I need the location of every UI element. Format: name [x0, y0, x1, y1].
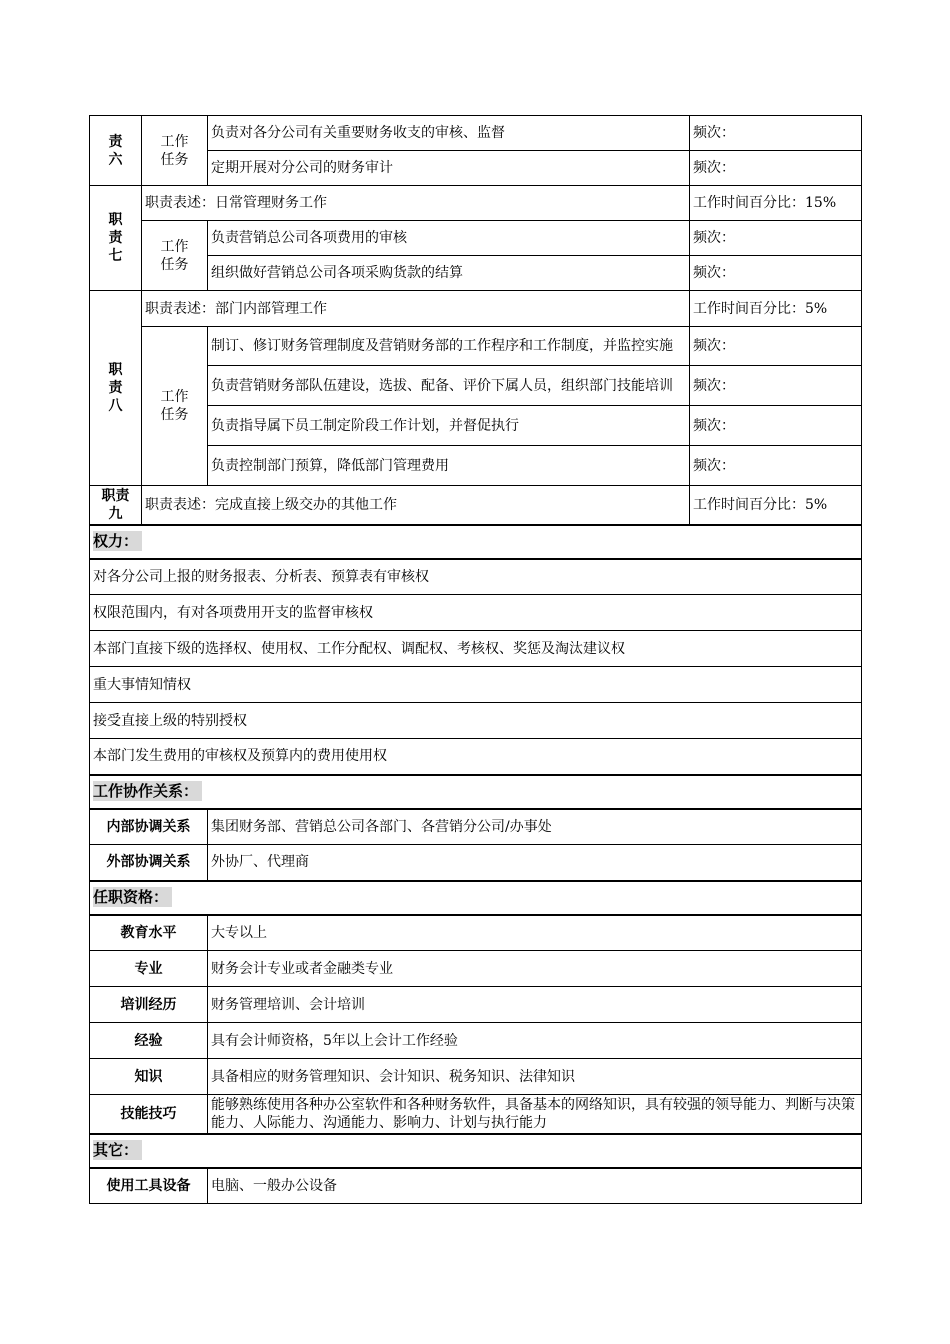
duty-7-task: 负责营销总公司各项费用的审核: [208, 221, 690, 256]
qualification-label: 培训经历: [90, 987, 208, 1023]
tools-equipment-value: 电脑、一般办公设备: [208, 1168, 862, 1204]
duty-6-task: 定期开展对分公司的财务审计: [208, 151, 690, 186]
authority-item: 权限范围内，有对各项费用开支的监督审核权: [90, 595, 862, 631]
cooperation-title: 工作协作关系：: [93, 781, 202, 801]
other-title: 其它：: [93, 1140, 142, 1160]
other-section-header: [90, 1134, 862, 1168]
duty-8-task-frequency: 频次：: [690, 366, 862, 406]
qualification-value: 大专以上: [208, 915, 862, 951]
qualification-value: 具备相应的财务管理知识、会计知识、税务知识、法律知识: [208, 1059, 862, 1095]
duty-8-task: 负责控制部门预算，降低部门管理费用: [208, 446, 690, 486]
duty-8-task-frequency: 频次：: [690, 446, 862, 486]
qualification-value: 财务会计专业或者金融类专业: [208, 951, 862, 987]
tools-equipment-label: 使用工具设备: [90, 1168, 208, 1204]
duty-7-task: 组织做好营销总公司各项采购货款的结算: [208, 256, 690, 291]
duty-7-task-frequency: 频次：: [690, 221, 862, 256]
authority-item: 重大事情知情权: [90, 667, 862, 703]
qualification-label: 技能技巧: [90, 1095, 208, 1134]
qualification-label: 教育水平: [90, 915, 208, 951]
cooperation-section-header: [90, 775, 862, 809]
duty-6-label: 责 六: [90, 116, 142, 186]
qualification-value: 财务管理培训、会计培训: [208, 987, 862, 1023]
external-coordination-value: 外协厂、代理商: [208, 845, 862, 881]
job-description-page: [89, 115, 861, 1204]
qualification-label: 经验: [90, 1023, 208, 1059]
authority-item: 接受直接上级的特别授权: [90, 703, 862, 739]
duty-7-time-percentage: 工作时间百分比：15%: [690, 186, 862, 221]
duty-6-task-header: 工作 任务: [142, 116, 208, 186]
duty-7-label: 职 责 七: [90, 186, 142, 291]
duty-8-time-percentage: 工作时间百分比：5%: [690, 291, 862, 327]
duty-7-description: 职责表述：日常管理财务工作: [142, 186, 690, 221]
duty-9-time-percentage: 工作时间百分比：5%: [690, 486, 862, 525]
qualification-value: 具有会计师资格，5年以上会计工作经验: [208, 1023, 862, 1059]
duty-8-task: 负责营销财务部队伍建设，选拔、配备、评价下属人员，组织部门技能培训: [208, 366, 690, 406]
qualification-label: 知识: [90, 1059, 208, 1095]
qualification-label: 专业: [90, 951, 208, 987]
internal-coordination-label: 内部协调关系: [90, 809, 208, 845]
internal-coordination-value: 集团财务部、营销总公司各部门、各营销分公司/办事处: [208, 809, 862, 845]
qualification-value: 能够熟练使用各种办公室软件和各种财务软件，具备基本的网络知识，具有较强的领导能力、判断与决策能力、人际能力、沟通能力、影响力、计划与执行能力: [208, 1095, 862, 1134]
duty-8-label: 职 责 八: [90, 291, 142, 486]
qualifications-title: 任职资格：: [93, 887, 172, 907]
duty-8-task-header: 工作 任务: [142, 327, 208, 486]
duty-9-label: 职责 九: [90, 486, 142, 525]
duty-6-task: 负责对各分公司有关重要财务收支的审核、监督: [208, 116, 690, 151]
job-description-table: [89, 115, 862, 1204]
authority-item: 本部门直接下级的选择权、使用权、工作分配权、调配权、考核权、奖惩及淘汰建议权: [90, 631, 862, 667]
authority-item: 本部门发生费用的审核权及预算内的费用使用权: [90, 739, 862, 775]
duty-8-task-frequency: 频次：: [690, 406, 862, 446]
duty-9-description: 职责表述：完成直接上级交办的其他工作: [142, 486, 690, 525]
duty-8-task: 制订、修订财务管理制度及营销财务部的工作程序和工作制度，并监控实施: [208, 327, 690, 366]
duty-6-task-frequency: 频次：: [690, 151, 862, 186]
authority-item: 对各分公司上报的财务报表、分析表、预算表有审核权: [90, 559, 862, 595]
qualifications-section-header: [90, 881, 862, 915]
authority-section-header: [90, 525, 862, 559]
duty-8-task-frequency: 频次：: [690, 327, 862, 366]
duty-7-task-frequency: 频次：: [690, 256, 862, 291]
external-coordination-label: 外部协调关系: [90, 845, 208, 881]
duty-7-task-header: 工作 任务: [142, 221, 208, 291]
duty-8-description: 职责表述：部门内部管理工作: [142, 291, 690, 327]
authority-title: 权力：: [93, 531, 142, 551]
duty-8-task: 负责指导属下员工制定阶段工作计划，并督促执行: [208, 406, 690, 446]
duty-6-task-frequency: 频次：: [690, 116, 862, 151]
